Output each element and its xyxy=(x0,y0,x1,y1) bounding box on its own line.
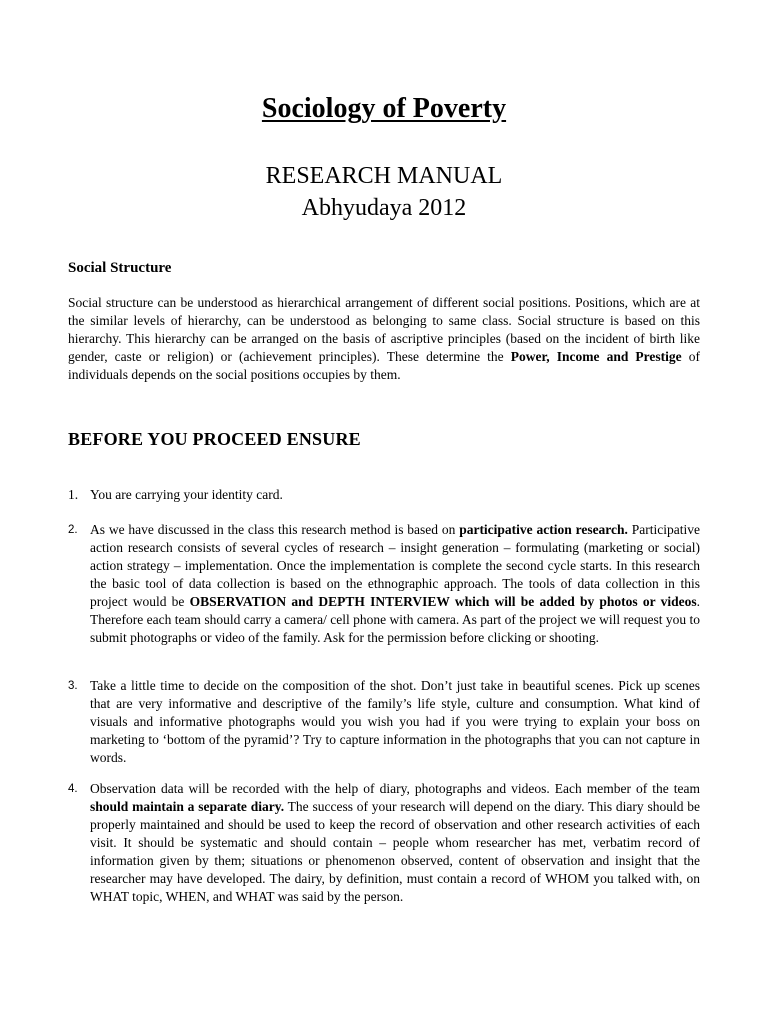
list-number: 1. xyxy=(68,487,79,502)
text-segment: The success of your research will depend on the diary. This diary should be properly maintained and should be used to keep the record of observation and other research activities of each visit. It should be systematic and should contain – people whom researcher has met, verbatim record of information given by them; situations or phenomenon observed, content of observation and insight that the researcher may have developed. The dairy, by definition, must contain a record of WHOM you talked with, on WHAT topic, WHEN, and WHAT was said by the person. xyxy=(90,799,700,904)
paragraph-text: Social structure can be understood as hierarchical arrangement of different social positions. Positions, which are at the similar levels of hierarchy, can be understood as belonging to same class. Social structure is based on this hierarchy. This hierarchy can be arranged on the basis of ascriptive principles (based on the incident of birth like gender, caste or religion) or (achievement principles). These determine the xyxy=(68,295,700,364)
list-item-text: You are carrying your identity card. xyxy=(90,487,283,502)
social-structure-heading: Social Structure xyxy=(68,260,172,276)
social-structure-paragraph xyxy=(68,294,700,384)
ensure-heading: BEFORE YOU PROCEED ENSURE xyxy=(68,429,361,449)
text-segment: . Therefore each team should carry a camera/ cell phone with camera. As part of the project we will request you to submit photographs or video of the family. Ask for the permission before clicking or shooting. xyxy=(90,594,700,645)
text-segment: Participative action research consists of several cycles of research – insight generation – formulating (marketing or social) action strategy – implementation. Once the implementation is complete the second cycle starts. In this research the basic tool of data collection is based on the ethnographic approach. The tools of data collection in this project would be xyxy=(90,522,700,609)
text-segment: As we have discussed in the class this research method is based on xyxy=(90,522,460,537)
paragraph-bold-text: Power, Income and Prestige xyxy=(510,349,682,364)
list-number: 3. xyxy=(68,680,78,692)
list-item-text xyxy=(90,780,700,906)
list-number: 2. xyxy=(68,524,78,536)
document-title: Sociology of Poverty xyxy=(261,93,507,124)
subtitle-research-manual: RESEARCH MANUAL xyxy=(265,163,503,189)
bold-segment: participative action research. xyxy=(459,522,628,537)
bold-segment: OBSERVATION and DEPTH INTERVIEW which will be added by photos or videos xyxy=(189,594,697,609)
subtitle-year: Abhyudaya 2012 xyxy=(301,195,467,221)
list-item-text: Take a little time to decide on the composition of the shot. Don’t just take in beautiful scenes. Pick up scenes that are very informative and descriptive of the family’s life style, culture and consumption. What kind of visuals and informative photographs would you wish you had if you were trying to explain your boss on marketing to ‘bottom of the pyramid’? Try to capture information in the photographs that you can not capture in words. xyxy=(90,678,700,765)
bold-segment: should maintain a separate diary. xyxy=(90,799,285,814)
list-number: 4. xyxy=(68,783,78,795)
list-item-text xyxy=(90,521,700,647)
text-segment: Observation data will be recorded with the help of diary, photographs and videos. Each member of the team xyxy=(90,781,700,796)
paragraph-text-end: of individuals depends on the social positions occupies by them. xyxy=(68,349,700,382)
